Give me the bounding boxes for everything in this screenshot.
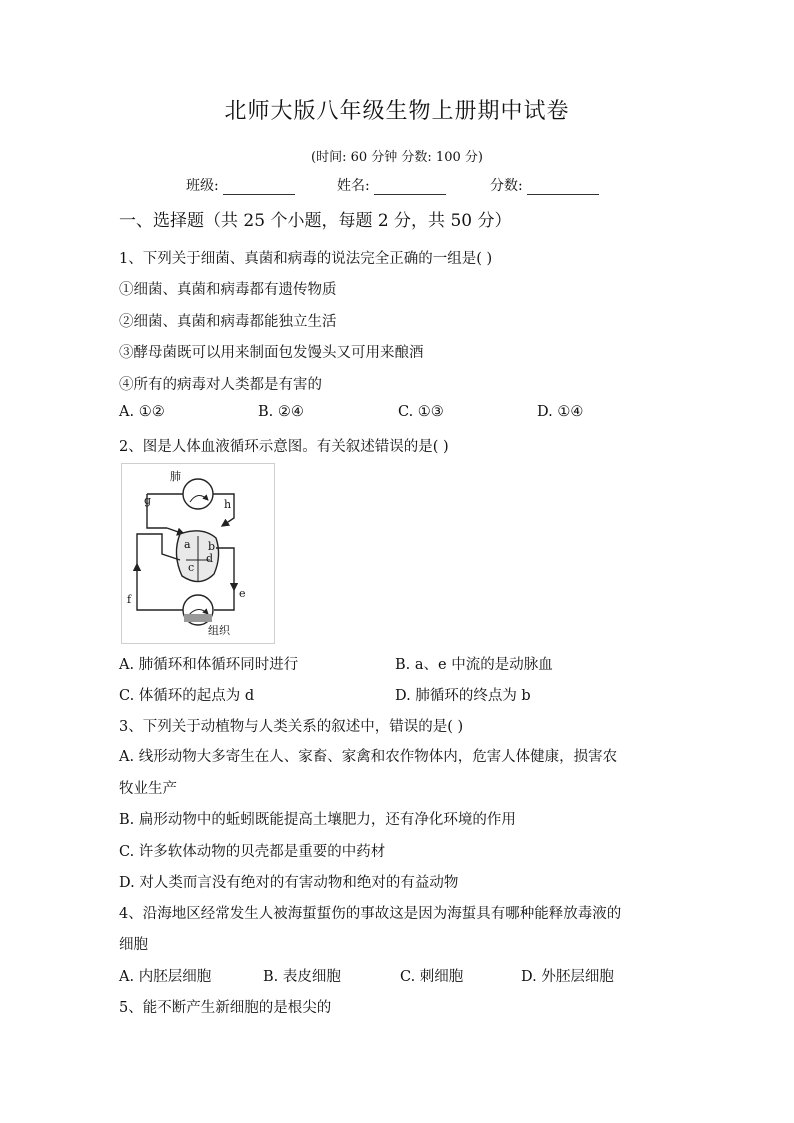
label-f: f (127, 593, 132, 606)
q2-stem: 2、图是人体血液循环示意图。有关叙述错误的是( ) (119, 439, 449, 455)
circulation-svg (122, 464, 274, 643)
label-d: d (206, 552, 214, 565)
label-c: c (188, 561, 195, 574)
q1-option-a: A. ①② (119, 404, 165, 420)
q1-option-b: B. ②④ (258, 404, 304, 420)
q3-option-a-line1: A. 线形动物大多寄生在人、家畜、家禽和农作物体内，危害人体健康，损害农 (119, 749, 618, 765)
q1-stem: 1、下列关于细菌、真菌和病毒的说法完全正确的一组是( ) (119, 251, 493, 267)
label-lung: 肺 (170, 470, 181, 483)
q3-option-d: D. 对人类而言没有绝对的有害动物和绝对的有益动物 (119, 875, 459, 891)
q4-option-d: D. 外胚层细胞 (521, 969, 614, 985)
q2-option-b: B. a、e 中流的是动脉血 (395, 657, 553, 673)
q3-stem: 3、下列关于动植物与人类关系的叙述中，错误的是( ) (119, 719, 464, 735)
label-h: h (224, 498, 232, 511)
q4-stem-line2: 细胞 (119, 937, 148, 953)
label-tissue: 组织 (208, 624, 230, 637)
exam-info: (时间: 60 分钟 分数: 100 分) (311, 150, 483, 165)
q4-option-b: B. 表皮细胞 (263, 969, 341, 985)
q2-option-d: D. 肺循环的终点为 b (395, 688, 531, 704)
name-field (337, 175, 446, 195)
vessel-f (137, 564, 183, 610)
label-a: a (184, 538, 191, 551)
blood-circulation-diagram (121, 463, 275, 644)
lung-capillary (183, 479, 213, 509)
class-label: 班级: (186, 178, 219, 194)
q1-statement-3: ③酵母菌既可以用来制面包发馒头又可用来酿酒 (119, 345, 424, 361)
vessel-e-low (214, 590, 234, 610)
label-g: g (144, 494, 152, 507)
q5-stem: 5、能不断产生新细胞的是根尖的 (119, 1000, 332, 1016)
page-title: 北师大版八年级生物上册期中试卷 (224, 99, 570, 124)
vessel-f-up (137, 534, 180, 564)
q1-option-c: C. ①③ (398, 404, 444, 420)
class-blank (223, 180, 295, 195)
score-field (490, 175, 599, 195)
label-b: b (208, 540, 216, 553)
q3-option-c: C. 许多软体动物的贝壳都是重要的中药材 (119, 844, 386, 860)
name-blank (374, 180, 446, 195)
score-label: 分数: (490, 178, 523, 194)
q3-option-a-line2: 牧业生产 (119, 781, 177, 797)
tissue-cells (184, 614, 212, 622)
q1-statement-4: ④所有的病毒对人类都是有害的 (119, 377, 322, 393)
class-field (186, 175, 295, 195)
q1-option-d: D. ①④ (537, 404, 584, 420)
q4-option-a: A. 内胚层细胞 (119, 969, 212, 985)
q3-option-b: B. 扁形动物中的蚯蚓既能提高土壤肥力，还有净化环境的作用 (119, 812, 516, 828)
q2-option-a: A. 肺循环和体循环同时进行 (119, 657, 299, 673)
q1-statement-2: ②细菌、真菌和病毒都能独立生活 (119, 314, 337, 330)
section-heading: 一、选择题（共 25 个小题，每题 2 分，共 50 分） (119, 211, 512, 231)
q4-option-c: C. 刺细胞 (400, 969, 464, 985)
label-e: e (239, 587, 246, 600)
score-blank (527, 180, 599, 195)
q4-stem-line1: 4、沿海地区经常发生人被海蜇蜇伤的事故这是因为海蜇具有哪种能释放毒液的 (119, 906, 622, 922)
q1-statement-1: ①细菌、真菌和病毒都有遗传物质 (119, 282, 337, 298)
name-label: 姓名: (337, 178, 370, 194)
q2-option-c: C. 体循环的起点为 d (119, 688, 255, 704)
